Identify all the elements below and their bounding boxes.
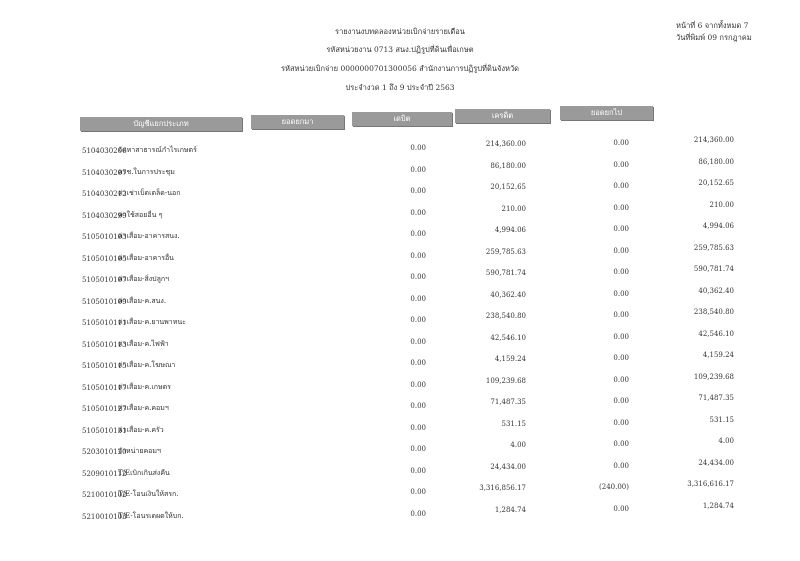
carried-forward-value: 531.15 bbox=[709, 415, 734, 424]
credit-value: 0.00 bbox=[613, 139, 629, 147]
account-name: จัดหาสาธารณ์กำไรเกษตร์ bbox=[118, 146, 197, 154]
credit-value: 0.00 bbox=[613, 203, 629, 212]
credit-value: (240.00) bbox=[599, 483, 629, 491]
account-code: 5209010112 bbox=[82, 469, 127, 478]
credit-value: 0.00 bbox=[613, 375, 629, 384]
carried-forward-value: 71,487.35 bbox=[698, 394, 734, 402]
brought-forward-value: 0.00 bbox=[410, 208, 426, 217]
table-row bbox=[82, 351, 734, 370]
table-row bbox=[82, 286, 734, 306]
table-row bbox=[82, 136, 734, 155]
debit-value: 40,362.40 bbox=[490, 290, 526, 299]
print-date: วันที่พิมพ์ 09 กรกฎาคม bbox=[676, 33, 752, 42]
account-name: ค่าเสื่อม-ค.ไฟฟ้า bbox=[118, 339, 169, 348]
carried-forward-value: 210.00 bbox=[709, 200, 734, 209]
account-name: ค่าเช่าเบ็ดเตล็ด-นอก bbox=[118, 189, 181, 197]
credit-value: 0.00 bbox=[613, 311, 629, 319]
table-row bbox=[82, 200, 734, 220]
table-row bbox=[82, 265, 734, 284]
table-row bbox=[82, 157, 734, 177]
credit-value: 0.00 bbox=[613, 246, 629, 255]
carried-forward-value: 1,284.74 bbox=[702, 501, 734, 510]
account-code: 5105010107 bbox=[82, 276, 127, 284]
brought-forward-value: 0.00 bbox=[410, 273, 426, 281]
account-code: 5210010103 bbox=[82, 512, 127, 521]
carried-forward-value: 4,159.24 bbox=[702, 351, 734, 359]
table-row bbox=[82, 501, 734, 521]
credit-value: 0.00 bbox=[613, 504, 629, 513]
account-name: T/E-โอนเงินให้สรก. bbox=[118, 490, 179, 498]
account-code: 5105010115 bbox=[82, 362, 127, 370]
credit-value: 0.00 bbox=[613, 440, 629, 448]
carried-forward-value: 4.00 bbox=[718, 437, 734, 445]
brought-forward-value: 0.00 bbox=[410, 316, 426, 324]
account-code: 5105010127 bbox=[82, 405, 127, 413]
account-code: 5105010109 bbox=[82, 297, 127, 306]
carried-forward-value: 4,994.06 bbox=[702, 222, 734, 230]
brought-forward-value: 0.00 bbox=[410, 144, 426, 152]
table-row bbox=[82, 308, 734, 327]
table-row bbox=[82, 329, 734, 349]
account-code: 5105010131 bbox=[82, 426, 127, 435]
brought-forward-value: 0.00 bbox=[410, 359, 426, 367]
debit-value: 4,159.24 bbox=[494, 355, 526, 363]
carried-forward-value: 238,540.80 bbox=[693, 308, 734, 316]
column-header-brought-forward: ยอดยกมา bbox=[251, 115, 344, 129]
carried-forward-value: 86,180.00 bbox=[698, 157, 734, 166]
carried-forward-value: 259,785.63 bbox=[693, 243, 734, 252]
account-code: 5105010103 bbox=[82, 233, 127, 241]
debit-value: 71,487.35 bbox=[490, 398, 526, 406]
period-line: ประจำงวด 1 ถึง 9 ประจำปี 2563 bbox=[345, 83, 455, 92]
credit-value: 0.00 bbox=[613, 461, 629, 470]
brought-forward-value: 0.00 bbox=[410, 402, 426, 410]
debit-value: 86,180.00 bbox=[490, 161, 526, 170]
account-code: 5104030207 bbox=[82, 168, 127, 177]
column-header-debit: เดบิต bbox=[352, 112, 452, 126]
credit-value: 0.00 bbox=[613, 289, 629, 298]
account-name: ค่าเสื่อม-ค.โฆษณา bbox=[118, 361, 176, 369]
table-row bbox=[82, 179, 734, 198]
carried-forward-value: 590,781.74 bbox=[693, 265, 734, 273]
column-header-account: บัญชีแยกประเภท bbox=[80, 117, 242, 131]
credit-value: 0.00 bbox=[613, 418, 629, 427]
carried-forward-value: 20,152.65 bbox=[698, 179, 734, 187]
credit-value: 0.00 bbox=[613, 332, 629, 341]
brought-forward-value: 0.00 bbox=[410, 445, 426, 453]
credit-value: 0.00 bbox=[613, 397, 629, 405]
account-code: 5210010102 bbox=[82, 491, 127, 499]
table-row bbox=[82, 394, 734, 413]
account-name: ค่าใช้สอยอื่น ๆ bbox=[118, 210, 163, 219]
account-code: 5104030299 bbox=[82, 211, 127, 220]
account-name: ครช.ในการประชุม bbox=[118, 167, 175, 176]
account-name: ค่าเสื่อม-ค.สนง. bbox=[118, 296, 167, 305]
debit-value: 4.00 bbox=[510, 441, 526, 449]
disbursement-unit-line: รหัสหน่วยเบิกจ่าย 0000000701300056 สำนักงานการปฏิรูปที่ดินจังหวัด bbox=[280, 64, 520, 73]
brought-forward-value: 0.00 bbox=[410, 165, 426, 174]
table-row bbox=[82, 415, 734, 435]
column-header-carried-forward: ยอดยกไป bbox=[560, 106, 653, 120]
credit-value: 0.00 bbox=[613, 268, 629, 276]
debit-value: 1,284.74 bbox=[494, 505, 526, 514]
account-code: 5105010111 bbox=[82, 319, 127, 327]
table-row bbox=[82, 372, 734, 392]
table-row bbox=[82, 437, 734, 456]
account-code: 5104030212 bbox=[82, 190, 127, 198]
table-row bbox=[82, 480, 734, 499]
credit-value: 0.00 bbox=[613, 225, 629, 233]
debit-value: 24,434.00 bbox=[490, 462, 526, 471]
account-code: 5105010117 bbox=[82, 383, 127, 392]
debit-value: 238,540.80 bbox=[485, 312, 526, 320]
report-title: รายงานงบทดลองหน่วยเบิกจ่ายรายเดือน bbox=[335, 27, 465, 36]
account-name: ค่าเสื่อม-ค.คอมฯ bbox=[118, 404, 169, 412]
brought-forward-value: 0.00 bbox=[410, 380, 426, 389]
carried-forward-value: 214,360.00 bbox=[693, 136, 734, 144]
credit-value: 0.00 bbox=[613, 160, 629, 169]
brought-forward-value: 0.00 bbox=[410, 488, 426, 496]
credit-value: 0.00 bbox=[613, 354, 629, 362]
debit-value: 214,360.00 bbox=[485, 140, 526, 148]
carried-forward-value: 40,362.40 bbox=[698, 286, 734, 295]
account-name: ค่าเสื่อม-ค.ครัว bbox=[118, 425, 164, 434]
debit-value: 4,994.06 bbox=[494, 226, 526, 234]
brought-forward-value: 0.00 bbox=[410, 466, 426, 475]
debit-value: 210.00 bbox=[501, 204, 526, 213]
brought-forward-value: 0.00 bbox=[410, 230, 426, 238]
table-row bbox=[82, 458, 734, 478]
debit-value: 531.15 bbox=[501, 419, 526, 428]
brought-forward-value: 0.00 bbox=[410, 187, 426, 195]
debit-value: 109,239.68 bbox=[485, 376, 526, 385]
account-name: ค่าเสื่อม-อาคารสนง. bbox=[118, 232, 180, 240]
debit-value: 42,546.10 bbox=[490, 333, 526, 342]
brought-forward-value: 0.00 bbox=[410, 337, 426, 346]
debit-value: 3,316,856.17 bbox=[479, 484, 526, 492]
account-code: 5105010105 bbox=[82, 254, 127, 263]
account-name: T/Eเบิกเกินส่งคืน bbox=[118, 468, 170, 477]
account-code: 5104030206 bbox=[82, 147, 127, 155]
carried-forward-value: 24,434.00 bbox=[698, 458, 734, 467]
carried-forward-value: 3,316,616.17 bbox=[687, 480, 734, 488]
account-name: ค่าเสื่อม-ค.ยานพาหนะ bbox=[118, 318, 186, 326]
table-row bbox=[82, 243, 734, 263]
carried-forward-value: 109,239.68 bbox=[693, 372, 734, 381]
brought-forward-value: 0.00 bbox=[410, 251, 426, 260]
debit-value: 590,781.74 bbox=[485, 269, 526, 277]
account-name: จำหน่ายคอมฯ bbox=[118, 447, 161, 455]
account-code: 5203010120 bbox=[82, 448, 127, 456]
account-name: T/E-โอนรเดผดให้บก. bbox=[118, 511, 184, 520]
column-header-credit: เครดิต bbox=[455, 109, 550, 123]
page-number: หน้าที่ 6 จากทั้งหมด 7 bbox=[676, 21, 749, 30]
brought-forward-value: 0.00 bbox=[410, 294, 426, 303]
account-name: ค่าเสื่อม-อาคารอื่น bbox=[118, 253, 174, 262]
account-code: 5105010113 bbox=[82, 340, 127, 349]
account-name: ค่าเสื่อม-ค.เกษตร bbox=[118, 382, 171, 391]
table-row bbox=[82, 222, 734, 241]
brought-forward-value: 0.00 bbox=[410, 423, 426, 432]
brought-forward-value: 0.00 bbox=[410, 509, 426, 518]
debit-value: 259,785.63 bbox=[485, 247, 526, 256]
credit-value: 0.00 bbox=[613, 182, 629, 190]
carried-forward-value: 42,546.10 bbox=[698, 329, 734, 338]
department-line: รหัสหน่วยงาน 0713 สนง.ปฏิรูปที่ดินเพื่อเกษต bbox=[326, 45, 474, 54]
account-name: ค่าเสื่อม-สิ่งปลูกฯ bbox=[118, 275, 170, 283]
debit-value: 20,152.65 bbox=[490, 183, 526, 191]
